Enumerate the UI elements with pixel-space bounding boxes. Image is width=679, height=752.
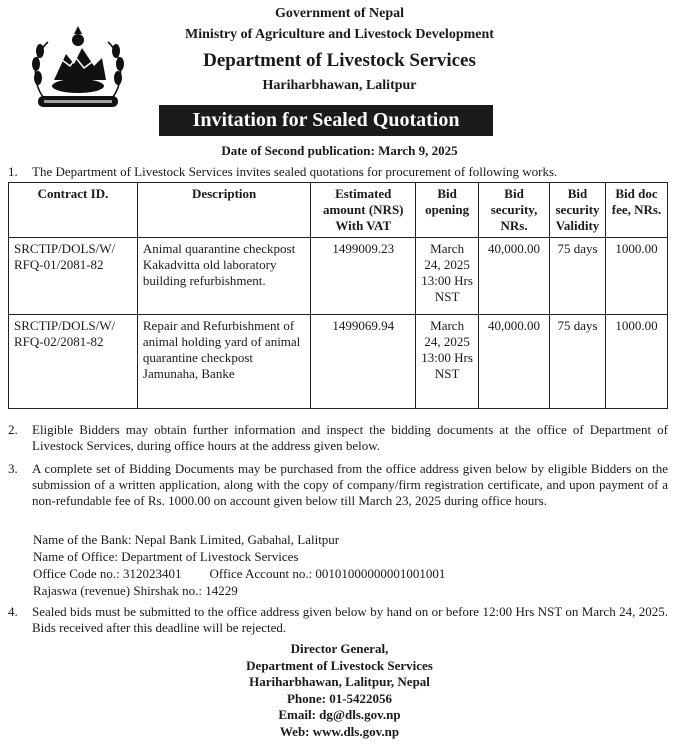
column-header: Bid security Validity [550,183,606,238]
office-account: Office Account no.: 00101000000001001001 [209,566,446,581]
clause-number: 4. [8,604,18,619]
bid-opening-cell: March 24, 2025 13:00 Hrs NST [416,315,479,409]
clause-number: 3. [8,461,18,476]
bid-security-cell: 40,000.00 [479,238,550,315]
amount-cell: 1499069.94 [311,315,416,409]
contract-id-cell: SRCTIP/DOLS/W/ RFQ-02/2081-82 [9,315,138,409]
clause-3 [8,461,668,509]
description-cell: Repair and Refurbishment of animal holding yard of animal quarantine checkpost Jamunaha, Banke [137,315,310,409]
office-code: Office Code no.: 312023401 [33,566,182,581]
clause-4 [8,604,668,636]
clause-text: The Department of Livestock Services invites sealed quotations for procurement of following works. [32,164,558,179]
contact-web: Web: www.dls.gov.np [279,723,400,739]
department-name: Department of Livestock Services [203,50,476,71]
table-row [9,238,668,315]
clause-2 [8,422,668,454]
column-header: Bid doc fee, NRs. [606,183,668,238]
signatory-address: Hariharbhawan, Lalitpur, Nepal [249,674,430,689]
department-address: Hariharbhawan, Lalitpur [262,78,417,93]
signature-block [0,641,679,740]
title-banner-text: Invitation for Sealed Quotation [192,109,460,131]
ministry-name: Ministry of Agriculture and Livestock Development [185,27,494,42]
bid-validity-cell: 75 days [550,238,606,315]
bid-security-cell: 40,000.00 [479,315,550,409]
works-table [8,182,668,409]
column-header: Bid opening [416,183,479,238]
bid-validity-cell: 75 days [550,315,606,409]
office-codes [33,566,673,582]
column-header: Contract ID. [9,183,138,238]
table-row [9,315,668,409]
signatory-department: Department of Livestock Services [246,657,433,673]
signatory-title: Director General, [290,641,389,656]
clause-text: Sealed bids must be submitted to the office address given below by hand on or before 12:00 Hrs NST on March 24, 2025. Bids received after this deadline will be rejected. [32,604,668,635]
title-banner [159,105,493,136]
clause-text: A complete set of Bidding Documents may be purchased from the office address given below by eligible Bidders on the submission of a written application, along with the copy of company/firm registration certificate, and upon payment of a non-refundable fee of Rs. 1000.00 on account given below till March 23, 2025 during office hours. [32,461,668,508]
bid-opening-cell: March 24, 2025 13:00 Hrs NST [416,238,479,315]
rajaswa-shirshak: Rajaswa (revenue) Shirshak no.: 14229 [33,583,238,598]
bank-name: Name of the Bank: Nepal Bank Limited, Gabahal, Lalitpur [33,532,340,547]
column-header: Description [137,183,310,238]
column-header: Estimated amount (NRS) With VAT [311,183,416,238]
bid-doc-fee-cell: 1000.00 [606,315,668,409]
clause-number: 2. [8,422,18,437]
contact-phone: Phone: 01-5422056 [286,690,393,706]
contact-email: Email: dg@dls.gov.np [278,707,401,722]
contract-id-cell: SRCTIP/DOLS/W/ RFQ-01/2081-82 [9,238,138,315]
column-header: Bid security, NRs. [479,183,550,238]
bid-doc-fee-cell: 1000.00 [606,238,668,315]
government-name: Government of Nepal [274,6,405,21]
publication-date: Date of Second publication: March 9, 2025 [221,143,458,158]
clause-number: 1. [8,164,18,179]
clause-text: Eligible Bidders may obtain further information and inspect the bidding documents at the office of Department of Livestock Services, during office hours at the address given below. [32,422,668,453]
description-cell: Animal quarantine checkpost Kakadvitta old laboratory building refurbishment. [137,238,310,315]
table-header-row [9,183,668,238]
amount-cell: 1499009.23 [311,238,416,315]
clause-1 [8,164,668,180]
office-name: Name of Office: Department of Livestock Services [33,549,299,564]
